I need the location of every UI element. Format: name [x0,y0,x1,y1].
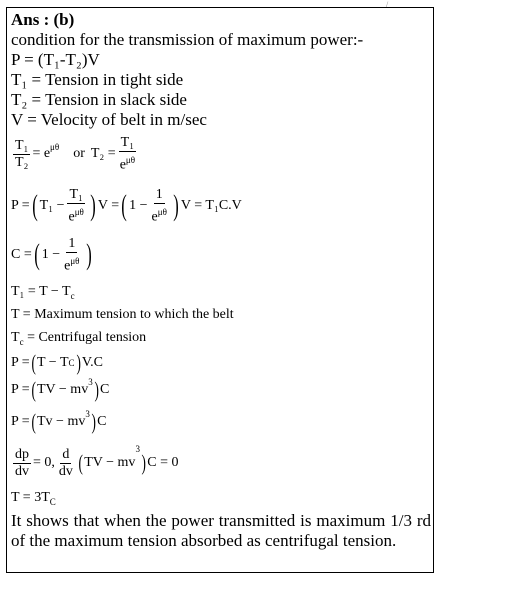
t2-definition: T₂ = Tension in slack side [11,90,187,109]
max-power-equation: P = ( T₁ − $\frac{\text{T₁}}{e^{\mu\theta}}$ ) V = ( 1 − $\frac{1}{e^{\mu\theta}}$ ) V = T₁C.V [11,186,242,225]
c-equation: C = ( 1 − $\frac{1}{e^{\mu\theta}}$ ) [11,235,92,274]
tension-ratio-equation: $\frac{\text{T₁}}{\text{T₂}}$ = e $^{\mu\theta}$ or T₂ = $\frac{\text{T₁}}{e^{\mu\theta}}$ [15,134,136,173]
t-definition: T = Maximum tension to which the belt [11,307,234,322]
t2-fraction: $\frac{\text{T₁}}{e^{\mu\theta}}$ [119,134,136,173]
power-formula: P = (T₁-T₂)V [11,50,100,69]
condition-heading: condition for the transmission of maximum power:- [11,30,364,49]
v-definition: V = Velocity of belt in m/sec [11,110,207,129]
power-eq-2: P = ( TV − mv $^3$ ) C [11,377,110,402]
t1-relation: $T_1 = T - T_c$ [11,284,75,301]
tc-definition: $T_c$ = Centrifugal tension [11,330,147,347]
ratio-fraction: $\frac{\text{T₁}}{\text{T₂}}$ [15,137,29,170]
t1-definition: T₁ = Tension in tight side [11,70,184,89]
power-eq-1: P = ( T − T C ) V.C [11,350,103,375]
answer-box [6,7,434,573]
page-edge-mark: / [386,0,389,9]
answer-label: Ans : (b) [11,10,75,29]
conclusion-text: It shows that when the power transmitted is maximum 1/3 rd of the maximum tension absorbed as centrifugal tension. [11,511,431,550]
derivative-equation: $\frac{dp}{dv}$ = 0, $\frac{d}{dv}$ ( TV − mv 3 ) C = 0 [15,444,179,479]
power-eq-3: P = ( Tv − mv $^3$ ) C [11,409,107,434]
t-equals-3tc: $T = 3T_C$ [11,490,56,507]
